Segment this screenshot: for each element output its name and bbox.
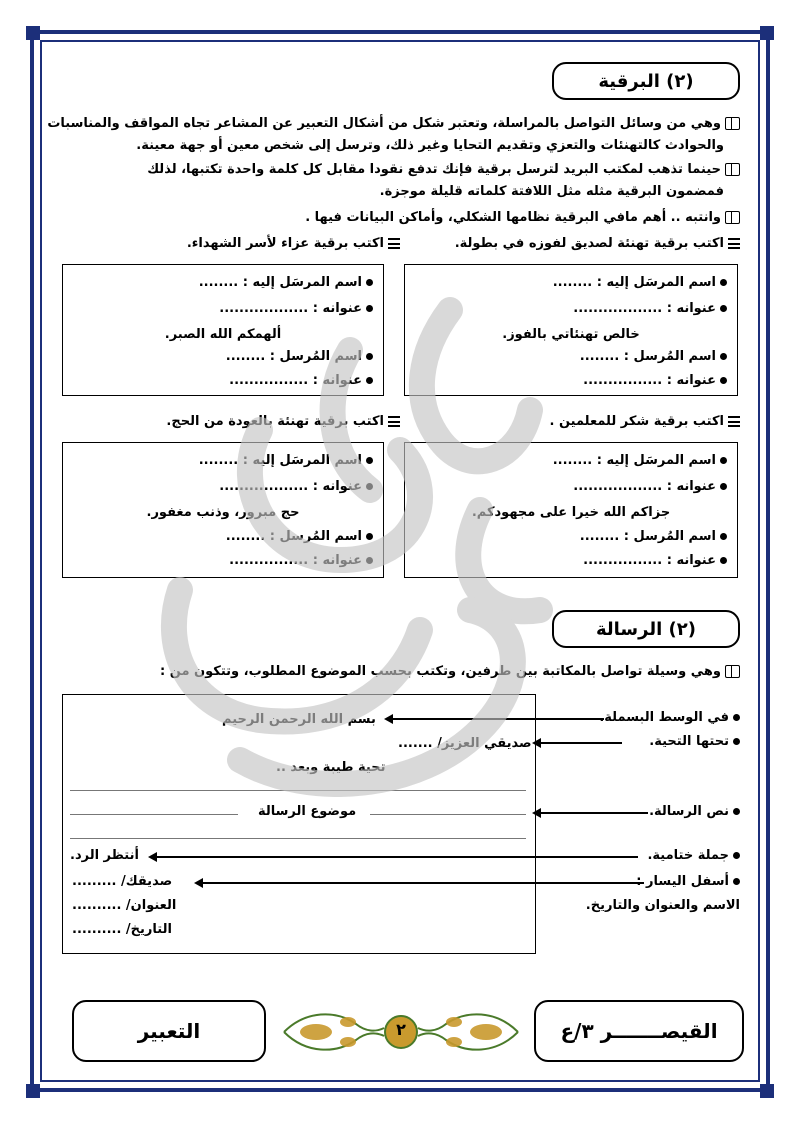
line-text: عنوانه : ................ <box>229 373 362 388</box>
sender-address <box>583 553 727 568</box>
letter-address: العنوان/ .......... <box>72 898 177 913</box>
task-text: اكتب برقية شكر للمعلمين . <box>549 414 724 429</box>
task-text: اكتب برقية تهنئة بالعودة من الحج. <box>166 414 384 429</box>
arrow-basmala <box>386 718 604 720</box>
arrow-greeting <box>534 742 622 744</box>
books-icon <box>388 238 400 249</box>
corner-ornament <box>760 1084 774 1098</box>
task-instruction <box>187 236 400 251</box>
letter-template-box <box>62 694 536 954</box>
line-text: اسم المُرسل : ........ <box>225 529 362 544</box>
letter-salutation: صديقي العزيز/ ....... <box>398 736 532 751</box>
sender-name <box>580 529 727 544</box>
recipient-address <box>573 301 727 316</box>
bullet-dot <box>733 878 740 885</box>
letter-intro <box>160 662 740 682</box>
line-text: عنوانه : .................. <box>573 301 716 316</box>
telegram-card <box>62 442 384 578</box>
paragraph-text: حينما تذهب لمكتب البريد لترسل برقية فإنك تدفع نقودا مقابل كل كلمة واحدة تكتبها، لذلك <box>147 162 721 177</box>
line-text: اسم المرسَل إليه : ........ <box>552 453 716 468</box>
label-text: تحتها التحية. <box>649 734 729 749</box>
bullet-dot <box>366 533 373 540</box>
book-icon <box>725 665 740 678</box>
letter-signoff: صديقك/ ......... <box>72 874 173 889</box>
footer-subject-text: التعبير <box>137 1019 201 1043</box>
books-icon <box>728 416 740 427</box>
writing-line <box>70 814 238 815</box>
bullet-dot <box>733 852 740 859</box>
recipient-address <box>573 479 727 494</box>
task-instruction <box>166 414 400 429</box>
bullet-dot <box>720 457 727 464</box>
recipient-name <box>553 275 727 290</box>
section-title-telegram <box>552 62 740 100</box>
telegram-message: جزاكم الله خيرا على مجهودكم. <box>471 505 671 520</box>
letter-closing: أنتظر الرد. <box>70 848 139 863</box>
writing-line <box>70 838 526 839</box>
telegram-card <box>404 264 738 396</box>
label-basmala <box>599 710 740 725</box>
bullet-dot <box>720 483 727 490</box>
bullet-dot <box>733 714 740 721</box>
paragraph-text: فمضمون البرقية مثله مثل اللافتة كلماته قليلة موجزة. <box>379 184 724 199</box>
telegram-card <box>62 264 384 396</box>
page-number: ٢ <box>396 1020 406 1039</box>
arrow-bottom-left <box>196 882 644 884</box>
line-text: عنوانه : ................ <box>229 553 362 568</box>
label-text: في الوسط البسملة. <box>599 710 729 725</box>
paragraph-2-line-2 <box>380 182 724 202</box>
telegram-card <box>404 442 738 578</box>
bullet-dot <box>720 533 727 540</box>
task-instruction <box>455 236 740 251</box>
corner-ornament <box>26 1084 40 1098</box>
line-text: اسم المُرسل : ........ <box>579 529 716 544</box>
section-title-text: (٢) الرسالة <box>596 618 696 640</box>
books-icon <box>728 238 740 249</box>
book-icon <box>725 117 740 130</box>
telegram-message: حج مبرور، وذنب مغفور. <box>146 505 300 520</box>
line-text: عنوانه : ................ <box>583 373 716 388</box>
bullet-dot <box>720 353 727 360</box>
telegram-message: خالص تهنئاتي بالفوز. <box>502 327 640 342</box>
recipient-name <box>553 453 727 468</box>
recipient-name <box>199 275 373 290</box>
recipient-address <box>219 301 373 316</box>
recipient-name <box>199 453 373 468</box>
label-closing <box>647 848 740 863</box>
sender-name <box>580 349 727 364</box>
task-text: اكتب برقية عزاء لأسر الشهداء. <box>186 236 384 251</box>
writing-line <box>370 814 526 815</box>
sender-name <box>226 529 373 544</box>
line-text: عنوانه : .................. <box>573 479 716 494</box>
label-text: جملة ختامية. <box>647 848 729 863</box>
line-text: اسم المُرسل : ........ <box>225 349 362 364</box>
sender-address <box>229 553 373 568</box>
corner-ornament <box>26 26 40 40</box>
label-text: أسفل اليسار : <box>636 874 729 889</box>
bullet-dot <box>366 377 373 384</box>
footer-subject <box>72 1000 266 1062</box>
paragraph-1-line-1 <box>47 114 740 134</box>
letter-date: التاريخ/ .......... <box>72 922 172 937</box>
task-instruction <box>550 414 741 429</box>
bullet-dot <box>720 279 727 286</box>
telegram-message: ألهمكم الله الصبر. <box>164 327 282 342</box>
letter-greeting: تحية طيبة وبعد .. <box>276 760 386 775</box>
paragraph-2-line-1 <box>147 160 740 180</box>
section-title-letter <box>552 610 740 648</box>
task-text: اكتب برقية تهنئة لصديق لفوزه في بطولة. <box>454 236 724 251</box>
bullet-dot <box>366 305 373 312</box>
bullet-dot <box>720 305 727 312</box>
paragraph-1-line-2 <box>136 136 724 156</box>
line-text: اسم المُرسل : ........ <box>579 349 716 364</box>
paragraph-text: وهي وسيلة تواصل بالمكاتبة بين طرفين، وتكتب بحسب الموضوع المطلوب، وتتكون من : <box>160 664 721 679</box>
label-greeting <box>649 734 740 749</box>
line-text: اسم المرسَل إليه : ........ <box>198 453 362 468</box>
paragraph-text: وانتبه .. أهم مافي البرقية نظامها الشكلي، وأماكن البيانات فيها . <box>305 210 721 225</box>
bullet-dot <box>366 457 373 464</box>
paragraph-text: والحوادث كالتهنئات والتعزي وتقديم التحايا وغير ذلك، وترسل إلى شخص معين أو جهة معينة. <box>136 138 724 153</box>
bullet-dot <box>366 557 373 564</box>
paragraph-text: وهي من وسائل التواصل بالمراسلة، وتعتبر شكل من أشكال التعبير عن المشاعر تجاه المواقف والمناسبات <box>47 116 721 131</box>
letter-basmala: بسم الله الرحمن الرحيم <box>222 712 376 727</box>
bullet-dot <box>366 353 373 360</box>
sender-address <box>583 373 727 388</box>
footer-class-text: القيصـــــــر ٣/ع <box>560 1019 718 1043</box>
line-text: اسم المرسَل إليه : ........ <box>552 275 716 290</box>
bullet-dot <box>720 557 727 564</box>
letter-topic: موضوع الرسالة <box>258 804 357 819</box>
bullet-dot <box>366 279 373 286</box>
bullet-dot <box>733 738 740 745</box>
line-text: عنوانه : ................ <box>583 553 716 568</box>
footer-class <box>534 1000 744 1062</box>
writing-line <box>70 790 526 791</box>
bullet-dot <box>733 808 740 815</box>
label-text: نص الرسالة. <box>649 804 729 819</box>
arrow-closing <box>150 856 638 858</box>
corner-ornament <box>760 26 774 40</box>
line-text: عنوانه : .................. <box>219 479 362 494</box>
label-bottom-left <box>636 874 740 889</box>
sender-address <box>229 373 373 388</box>
arrow-body <box>534 812 648 814</box>
recipient-address <box>219 479 373 494</box>
section-title-text: (٢) البرقية <box>598 70 694 92</box>
label-body <box>649 804 740 819</box>
label-bottom-left-detail: الاسم والعنوان والتاريخ. <box>585 898 740 913</box>
book-icon <box>725 211 740 224</box>
sender-name <box>226 349 373 364</box>
book-icon <box>725 163 740 176</box>
books-icon <box>388 416 400 427</box>
bullet-dot <box>366 483 373 490</box>
paragraph-3 <box>305 208 740 228</box>
line-text: اسم المرسَل إليه : ........ <box>198 275 362 290</box>
bullet-dot <box>720 377 727 384</box>
line-text: عنوانه : .................. <box>219 301 362 316</box>
